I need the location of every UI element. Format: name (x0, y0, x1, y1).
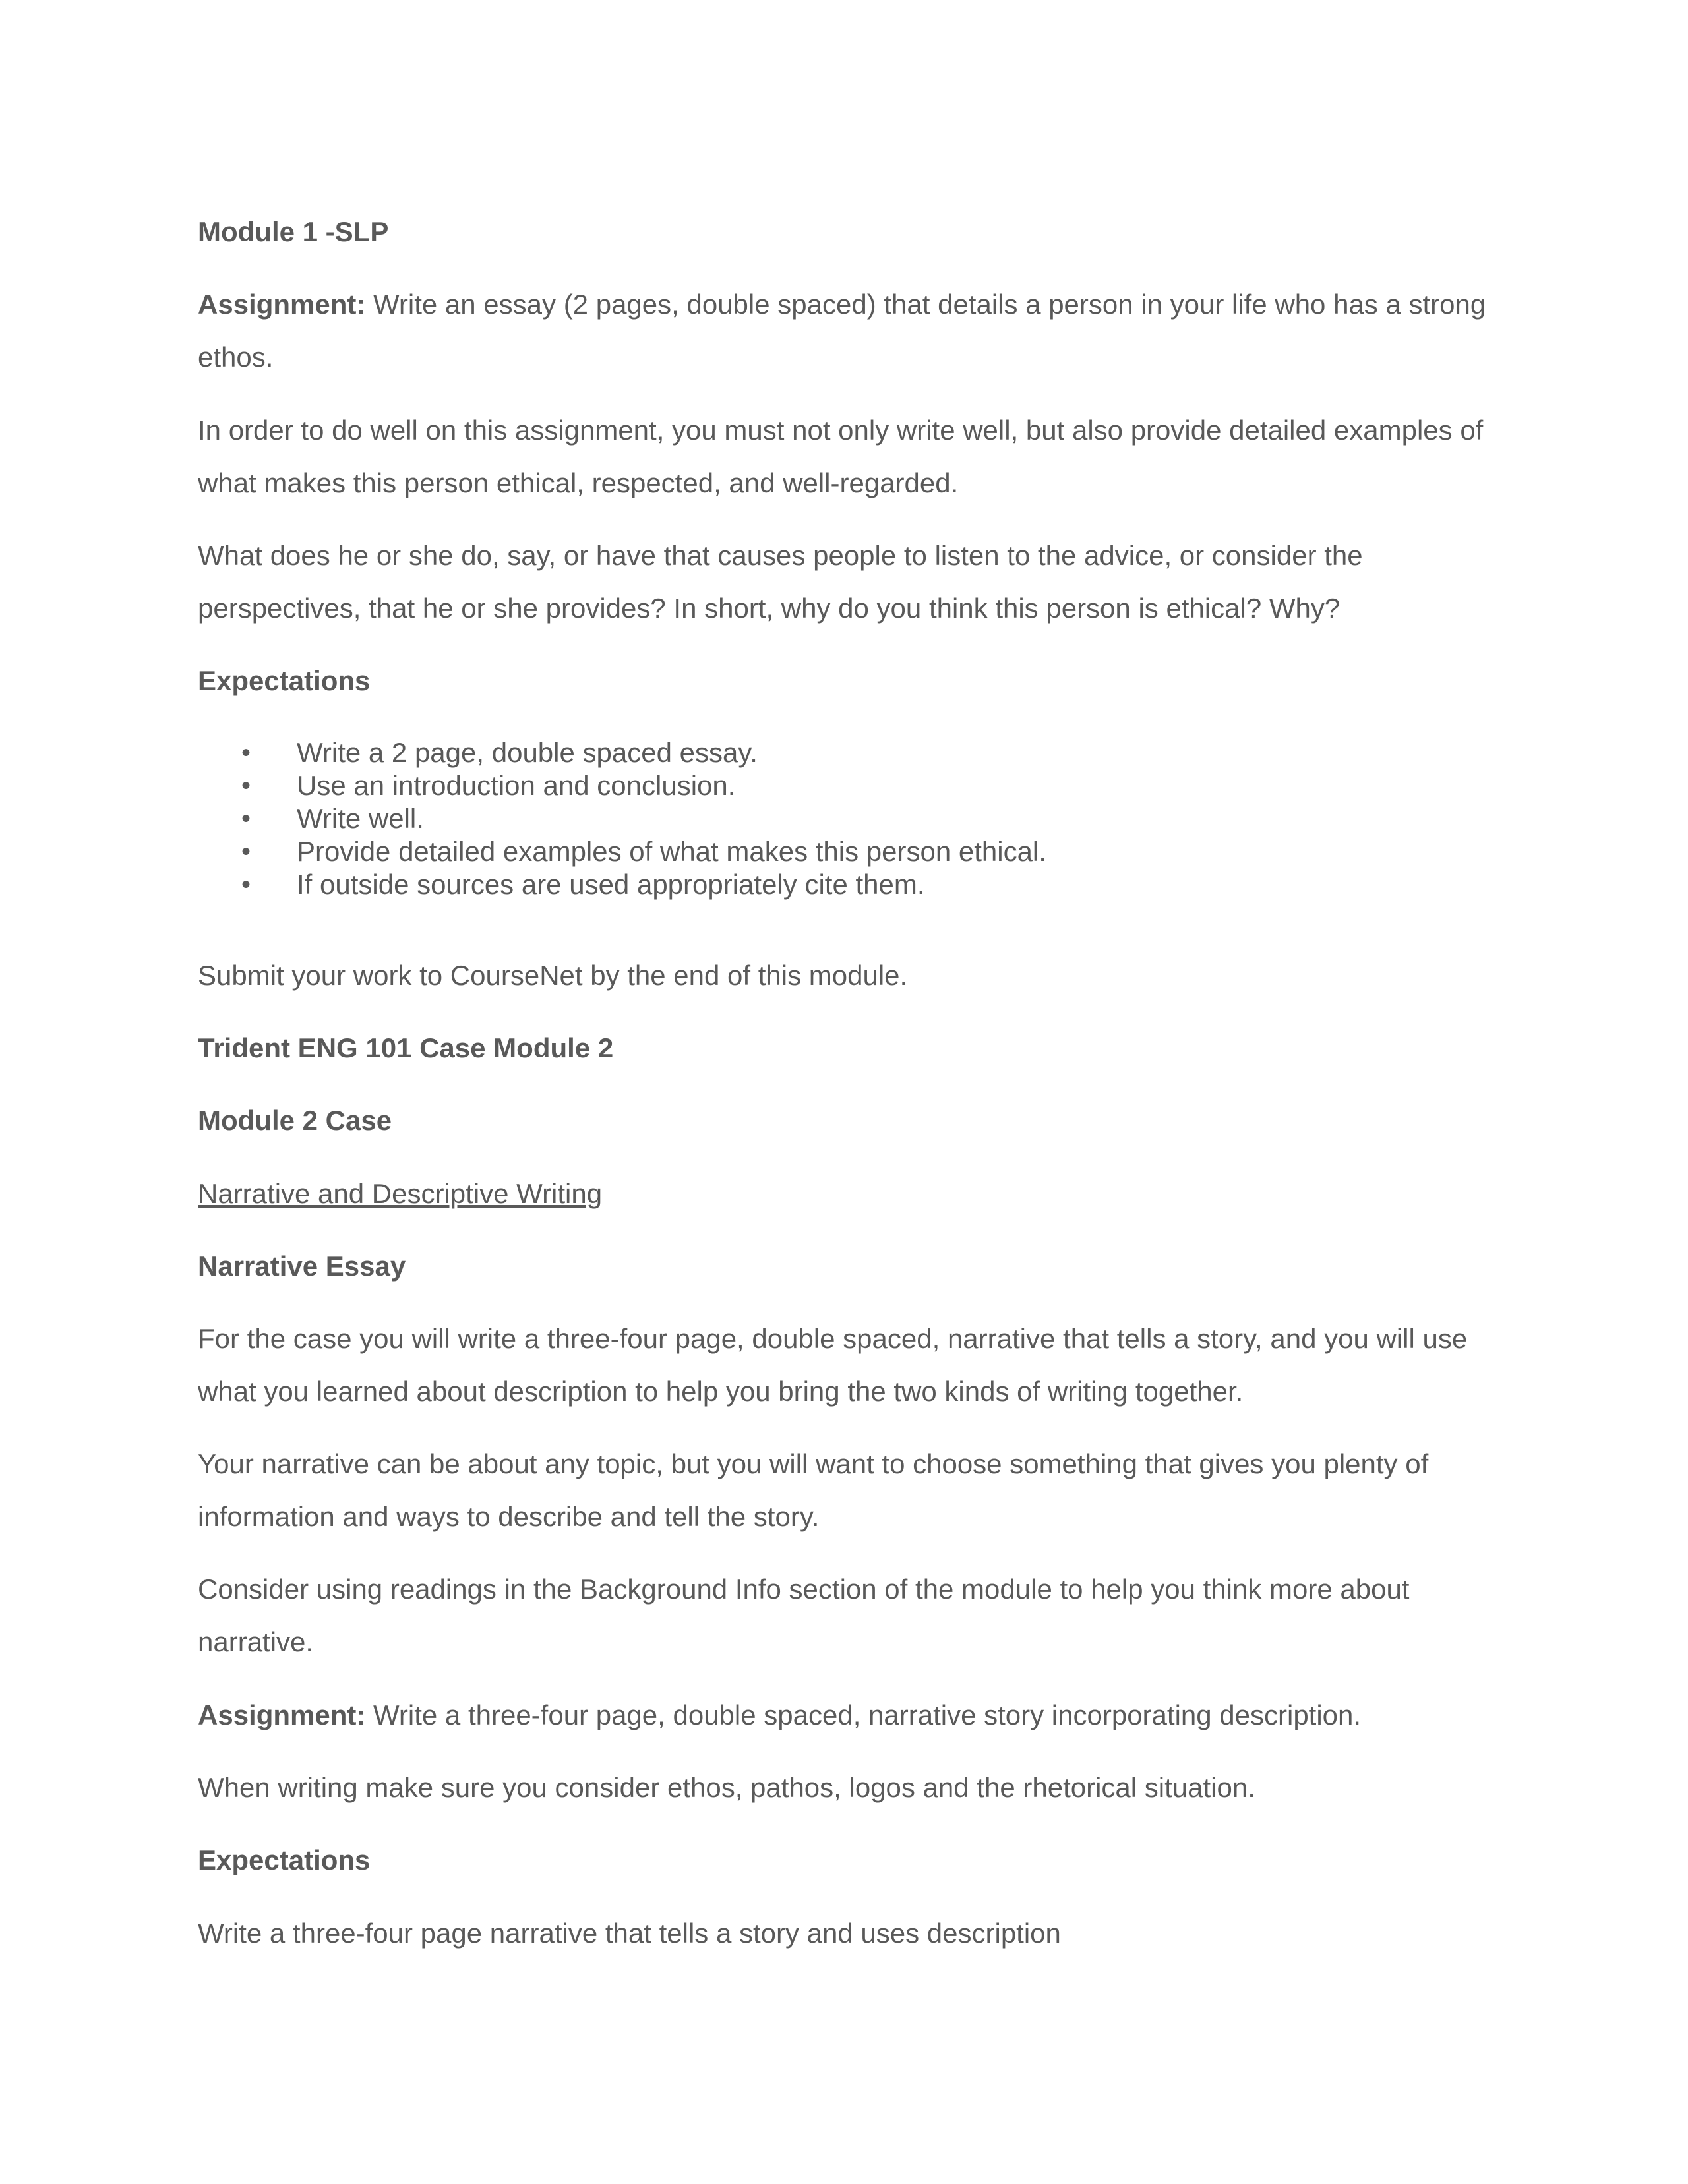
module1-assignment-text: Write an essay (2 pages, double spaced) that details a person in your life who has a strong (365, 289, 1486, 320)
module2-para2-line2: information and ways to describe and tell the story. (198, 1501, 820, 1532)
module2-para1-line1: For the case you will write a three-four page, double spaced, narrative that tells a story, and you will use (198, 1323, 1468, 1354)
module2-case-heading: Module 2 Case (198, 1105, 392, 1136)
module2-considerations: When writing make sure you consider ethos, pathos, logos and the rhetorical situation. (198, 1772, 1255, 1803)
module2-essay-heading: Narrative Essay (198, 1251, 406, 1282)
bullet-text: Write a 2 page, double spaced essay. (297, 737, 758, 768)
module1-para1-line1: In order to do well on this assignment, you must not only write well, but also provide detailed examples of (198, 415, 1484, 446)
module1-para2-line1: What does he or she do, say, or have that causes people to listen to the advice, or consider the (198, 540, 1363, 571)
module2-para1-line2: what you learned about description to help you bring the two kinds of writing together. (198, 1376, 1244, 1407)
module2-expectations-heading: Expectations (198, 1845, 371, 1875)
bullet-text: Provide detailed examples of what makes this person ethical. (297, 836, 1046, 867)
module1-expectations-heading: Expectations (198, 665, 371, 696)
bullet-text: If outside sources are used appropriately cite them. (297, 869, 925, 900)
module1-assignment-label: Assignment: (198, 289, 366, 320)
module2-assignment (198, 1699, 1361, 1732)
bullet-text: Write well. (297, 803, 424, 834)
module2-expectations-text: Write a three-four page narrative that tells a story and uses description (198, 1918, 1061, 1949)
bullet-marker: • (241, 870, 251, 899)
bullet-marker: • (241, 771, 251, 800)
bullet-text: Use an introduction and conclusion. (297, 770, 736, 801)
module1-assignment-line1 (198, 288, 1486, 321)
module1-para2-line2: perspectives, that he or she provides? In short, why do you think this person is ethical? Why? (198, 593, 1341, 624)
module2-para3-line1: Consider using readings in the Background Info section of the module to help you think more about (198, 1574, 1410, 1605)
narrative-writing-link[interactable]: Narrative and Descriptive Writing (198, 1178, 603, 1209)
module2-para2-line1: Your narrative can be about any topic, but you will want to choose something that gives you plenty of (198, 1448, 1429, 1479)
module1-assignment-line2: ethos. (198, 341, 274, 372)
module2-para3-line2: narrative. (198, 1626, 314, 1657)
bullet-marker: • (241, 837, 251, 866)
bullet-marker: • (241, 804, 251, 833)
module2-course-heading: Trident ENG 101 Case Module 2 (198, 1032, 614, 1063)
module1-para1-line2: what makes this person ethical, respected, and well-regarded. (198, 467, 959, 498)
module2-assignment-label: Assignment: (198, 1699, 366, 1730)
module1-submit: Submit your work to CourseNet by the end of this module. (198, 960, 908, 991)
module2-assignment-text: Write a three-four page, double spaced, narrative story incorporating description. (365, 1699, 1362, 1730)
bullet-marker: • (241, 738, 251, 767)
module1-title: Module 1 -SLP (198, 216, 389, 247)
